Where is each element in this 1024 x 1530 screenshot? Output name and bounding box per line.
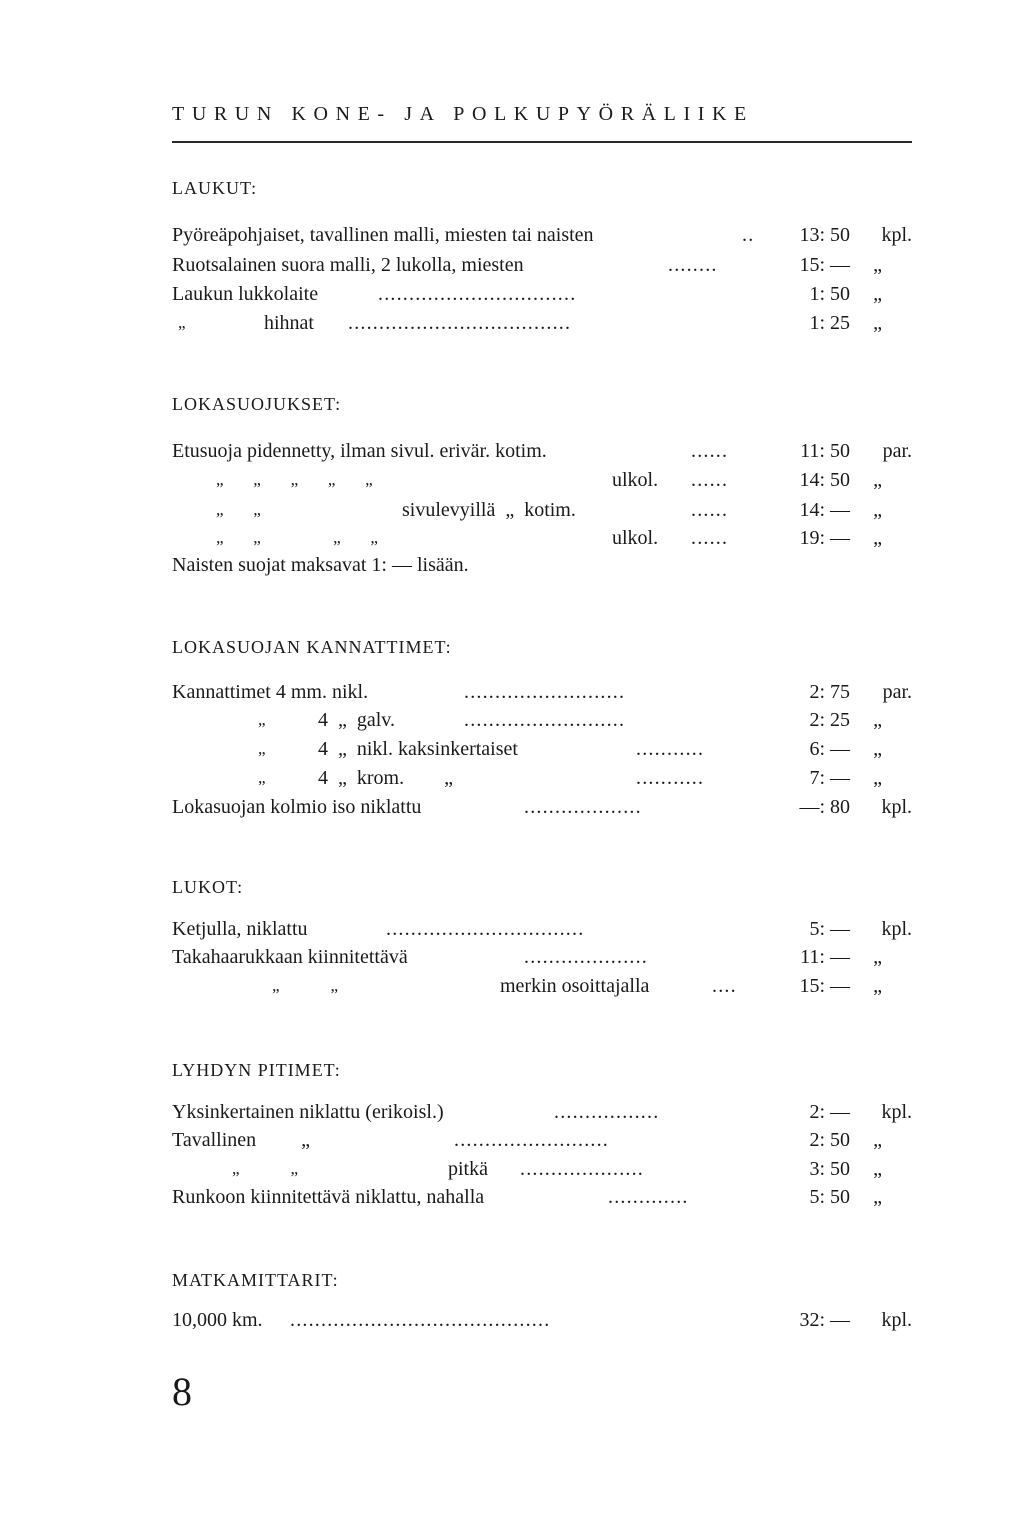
- item-unit: „: [873, 1186, 882, 1208]
- item-text: 4 „ krom. „: [318, 767, 453, 789]
- item-text: 10,000 km.: [172, 1309, 263, 1331]
- item-text: Kannattimet 4 mm. nikl.: [172, 681, 369, 703]
- item-price: 11: 50: [800, 440, 850, 462]
- ditto-mark: „: [258, 710, 266, 729]
- ditto-marks: „ „: [216, 500, 261, 519]
- item-text: ulkol.: [612, 527, 659, 549]
- leader-dots: ........: [668, 254, 718, 276]
- price-row: [172, 1154, 912, 1184]
- leader-dots: .............: [608, 1186, 689, 1208]
- price-row: [172, 1182, 912, 1212]
- ditto-mark: „: [258, 739, 266, 758]
- section-title-lyhdyn-pitimet: LYHDYN PITIMET:: [172, 1060, 341, 1080]
- item-price: 3: 50: [809, 1158, 850, 1180]
- price-row: [172, 914, 912, 944]
- item-price: 2: —: [809, 1101, 850, 1123]
- item-text: Runkoon kiinnitettävä niklattu, nahalla: [172, 1186, 485, 1208]
- leader-dots: ....................: [520, 1158, 644, 1180]
- item-unit: „: [873, 738, 882, 760]
- leader-dots: ...........: [636, 767, 705, 789]
- price-row: [172, 308, 912, 338]
- price-row: [172, 1305, 912, 1335]
- price-row: [172, 523, 912, 553]
- leader-dots: ..........................: [464, 709, 626, 731]
- item-price: 11: —: [800, 946, 850, 968]
- item-unit: kpl.: [881, 1309, 912, 1331]
- item-text: Lokasuojan kolmio iso niklattu: [172, 796, 422, 818]
- ditto-marks: „ „ „ „ „: [216, 470, 373, 489]
- leader-dots: .........................: [454, 1129, 609, 1151]
- page-number: 8: [172, 1369, 192, 1414]
- note-text: Naisten suojat maksavat 1: — lisään.: [172, 554, 469, 576]
- item-price: 15: —: [799, 975, 850, 997]
- item-text: Etusuoja pidennetty, ilman sivul. erivär. kotim.: [172, 440, 547, 462]
- price-row: [172, 677, 912, 707]
- price-row: [172, 971, 912, 1001]
- item-text: Yksinkertainen niklattu (erikoisl.): [172, 1101, 444, 1123]
- leader-dots: .................: [554, 1101, 660, 1123]
- leader-dots: ....................: [524, 946, 648, 968]
- leader-dots: ......: [691, 527, 729, 549]
- ditto-marks: „ „ „ „: [216, 528, 378, 547]
- item-price: 14: 50: [799, 469, 850, 491]
- item-unit: „: [873, 283, 882, 305]
- item-price: 1: 50: [809, 283, 850, 305]
- item-unit: kpl.: [881, 1101, 912, 1123]
- item-unit: „: [873, 527, 882, 549]
- item-text: merkin osoittajalla: [500, 975, 650, 997]
- item-text: Ruotsalainen suora malli, 2 lukolla, miesten: [172, 254, 524, 276]
- price-row: [172, 436, 912, 466]
- ditto-marks: „ „: [232, 1159, 299, 1178]
- section-title-lokasuojukset: LOKASUOJUKSET:: [172, 394, 342, 414]
- ditto-marks: „ „: [272, 976, 339, 995]
- leader-dots: ......: [691, 499, 729, 521]
- note-row: [172, 550, 912, 580]
- item-price: 15: —: [799, 254, 850, 276]
- header-rule: [172, 141, 912, 143]
- price-row: [172, 942, 912, 972]
- item-unit: „: [873, 312, 882, 334]
- item-price: 13: 50: [799, 224, 850, 246]
- item-price: 6: —: [809, 738, 850, 760]
- item-text: hihnat: [264, 312, 314, 334]
- item-unit: „: [873, 254, 882, 276]
- item-unit: par.: [882, 440, 912, 462]
- ditto-mark: „: [258, 768, 266, 787]
- price-row: [172, 250, 912, 280]
- item-unit: „: [873, 1129, 882, 1151]
- price-row: [172, 1125, 912, 1155]
- item-text: Pyöreäpohjaiset, tavallinen malli, miesten tai naisten: [172, 224, 594, 246]
- price-row: [172, 792, 912, 822]
- item-text: Tavallinen „: [172, 1129, 310, 1151]
- item-price: —: 80: [799, 796, 850, 818]
- item-text: 4 „ nikl. kaksinkertaiset: [318, 738, 518, 760]
- item-unit: „: [873, 946, 882, 968]
- price-row: [172, 763, 912, 793]
- price-row: [172, 220, 912, 250]
- leader-dots: ...........: [636, 738, 705, 760]
- leader-dots: ..: [742, 224, 755, 246]
- price-row: [172, 1097, 912, 1127]
- leader-dots: ....................................: [348, 312, 572, 334]
- item-price: 2: 75: [809, 681, 850, 703]
- leader-dots: ................................: [386, 918, 585, 940]
- item-price: 32: —: [799, 1309, 850, 1331]
- ditto-mark: „: [178, 313, 186, 332]
- item-unit: „: [873, 975, 882, 997]
- item-price: 2: 25: [809, 709, 850, 731]
- leader-dots: ..........................: [464, 681, 626, 703]
- item-price: 7: —: [809, 767, 850, 789]
- item-text: 4 „ galv.: [318, 709, 396, 731]
- leader-dots: ...................: [524, 796, 642, 818]
- leader-dots: ......: [691, 469, 729, 491]
- item-unit: „: [873, 709, 882, 731]
- item-price: 1: 25: [809, 312, 850, 334]
- price-row: [172, 734, 912, 764]
- page-header: TURUN KONE- JA POLKUPYÖRÄLIIKE: [172, 103, 754, 125]
- item-text: ulkol.: [612, 469, 659, 491]
- item-text: Takahaarukkaan kiinnitettävä: [172, 946, 408, 968]
- item-unit: „: [873, 469, 882, 491]
- price-row: [172, 279, 912, 309]
- section-title-matkamittarit: MATKAMITTARIT:: [172, 1270, 339, 1290]
- item-unit: par.: [882, 681, 912, 703]
- price-row: [172, 465, 912, 495]
- item-price: 19: —: [799, 527, 850, 549]
- price-row: [172, 705, 912, 735]
- item-text: Laukun lukkolaite: [172, 283, 319, 305]
- item-unit: „: [873, 499, 882, 521]
- item-unit: kpl.: [881, 796, 912, 818]
- section-title-lukot: LUKOT:: [172, 877, 244, 897]
- item-price: 14: —: [799, 499, 850, 521]
- price-row: [172, 495, 912, 525]
- leader-dots: ....: [712, 975, 737, 997]
- item-unit: kpl.: [881, 224, 912, 246]
- item-unit: „: [873, 767, 882, 789]
- item-text: pitkä: [448, 1158, 488, 1180]
- item-unit: kpl.: [881, 918, 912, 940]
- item-price: 5: —: [809, 918, 850, 940]
- section-title-kannattimet: LOKASUOJAN KANNATTIMET:: [172, 637, 452, 657]
- leader-dots: ..........................................: [290, 1309, 551, 1331]
- item-price: 2: 50: [809, 1129, 850, 1151]
- leader-dots: ......: [691, 440, 729, 462]
- item-unit: „: [873, 1158, 882, 1180]
- leader-dots: ................................: [378, 283, 577, 305]
- item-text: sivulevyillä „ kotim.: [402, 499, 576, 521]
- item-text: Ketjulla, niklattu: [172, 918, 308, 940]
- section-title-laukut: LAUKUT:: [172, 178, 258, 198]
- item-price: 5: 50: [809, 1186, 850, 1208]
